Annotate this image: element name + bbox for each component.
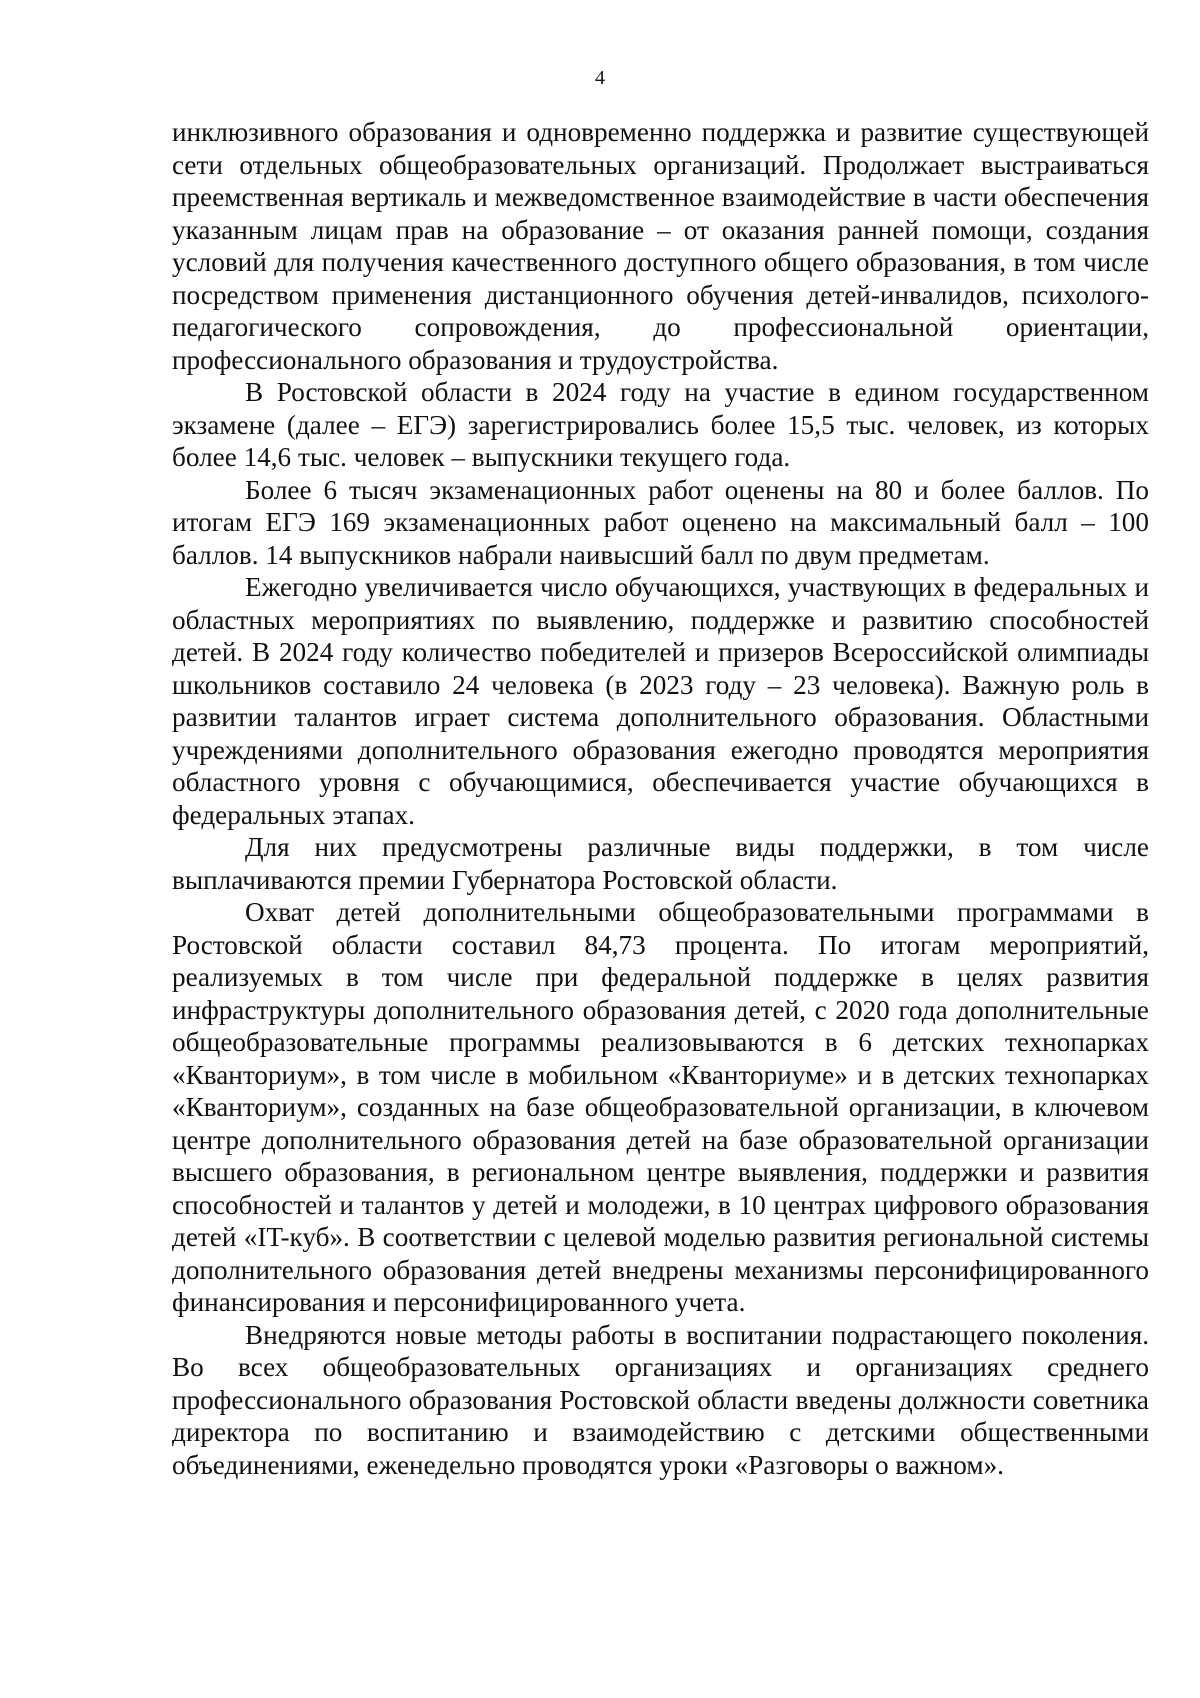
paragraph: Ежегодно увеличивается число обучающихся, участвующих в федеральных и областных мероприятиях по выявлению, поддержке и развитию способностей детей. В 2024 году количество победителей и призеров Всероссийской олимпиады школьников составило 24 человека (в 2023 году – 23 человека). Важную роль в развитии талантов играет система дополнительного образования. Областными учреждениями дополнительного образования ежегодно проводятся мероприятия областного уровня с обучающимися, обеспечивается участие обучающихся в федеральных этапах. xyxy=(172,572,1149,830)
page-number: 4 xyxy=(595,67,605,89)
paragraph: инклюзивного образования и одновременно поддержка и развитие существующей сети отдельных общеобразовательных организаций. Продолжает выстраиваться преемственная вертикаль и межведомственное взаимодействие в части обеспечения указанным лицам прав на образование – от оказания ранней помощи, создания условий для получения качественного доступного общего образования, в том числе посредством применения дистанционного обучения детей-инвалидов, психолого-педагогического сопровождения, до профессиональной ориентации, профессионального образования и трудоустройства. xyxy=(172,117,1149,375)
paragraph: Охват детей дополнительными общеобразовательными программами в Ростовской области составил 84,73 процента. По итогам мероприятий, реализуемых в том числе при федеральной поддержке в целях развития инфраструктуры дополнительного образования детей, с 2020 года дополнительные общеобразовательные программы реализовываются в 6 детских технопарках «Кванториум», в том числе в мобильном «Кванториуме» и в детских технопарках «Кванториум», созданных на базе общеобразовательной организации, в ключевом центре дополнительного образования детей на базе образовательной организации высшего образования, в региональном центре выявления, поддержки и развития способностей и талантов у детей и молодежи, в 10 центрах цифрового образования детей «IT-куб». В соответствии с целевой моделью развития региональной системы дополнительного образования детей внедрены механизмы персонифицированного финансирования и персонифицированного учета. xyxy=(172,897,1149,1317)
paragraph: Для них предусмотрены различные виды поддержки, в том числе выплачиваются премии Губернатора Ростовской области. xyxy=(172,832,1149,895)
paragraph: Внедряются новые методы работы в воспитании подрастающего поколения. Во всех общеобразовательных организациях и организациях среднего профессионального образования Ростовской области введены должности советника директора по воспитанию и взаимодействию с детскими общественными объединениями, еженедельно проводятся уроки «Разговоры о важном». xyxy=(172,1319,1149,1480)
paragraph: Более 6 тысяч экзаменационных работ оценены на 80 и более баллов. По итогам ЕГЭ 169 экзаменационных работ оценено на максимальный балл – 100 баллов. 14 выпускников набрали наивысший балл по двум предметам. xyxy=(172,474,1149,570)
document-body xyxy=(172,116,1149,1481)
paragraph: В Ростовской области в 2024 году на участие в едином государственном экзамене (далее – ЕГЭ) зарегистрировались более 15,5 тыс. человек, из которых более 14,6 тыс. человек – выпускники текущего года. xyxy=(172,377,1149,472)
